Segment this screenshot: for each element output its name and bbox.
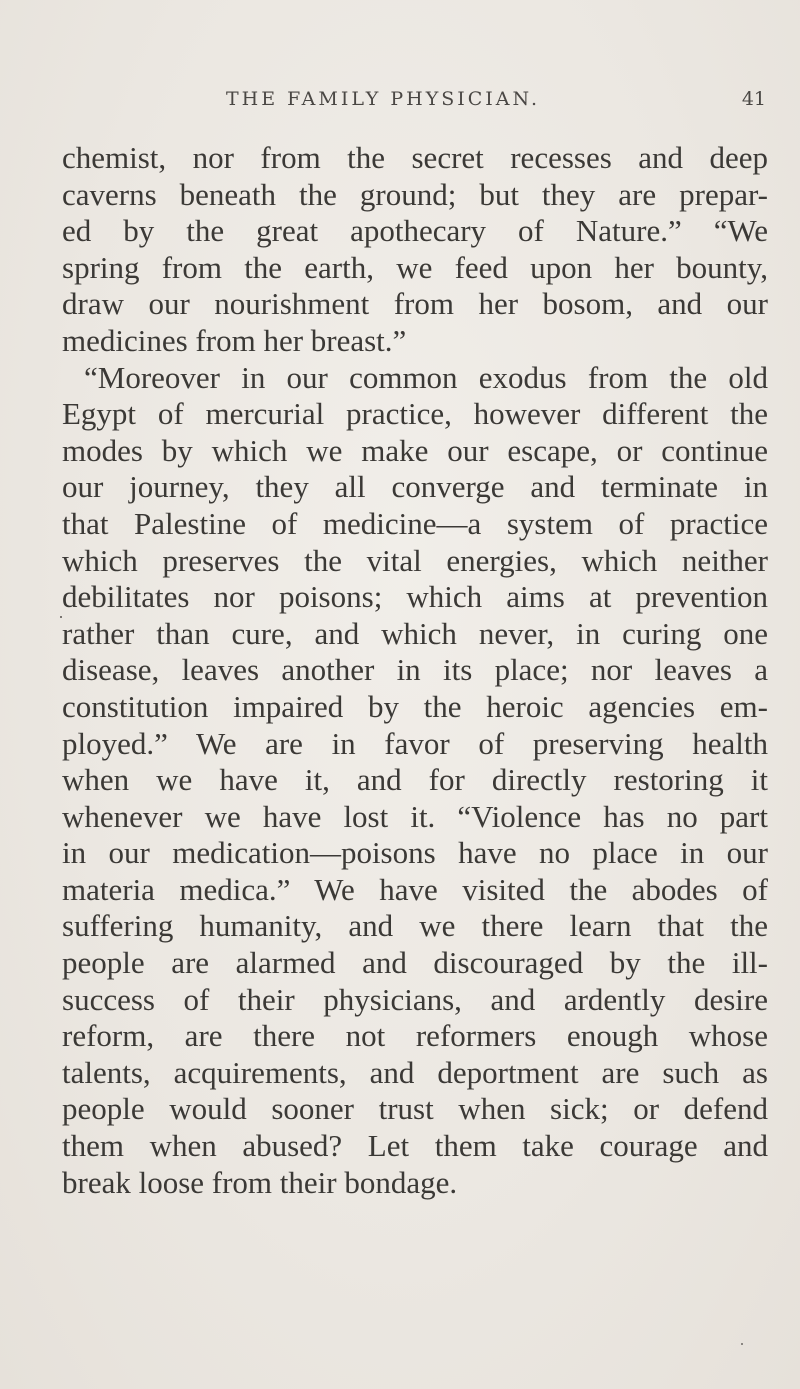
text-line: suffering humanity, and we there learn that the xyxy=(62,908,768,944)
text-line: when we have it, and for directly restoring it xyxy=(62,762,768,798)
text-line: talents, acquirements, and deportment are such as xyxy=(62,1054,768,1090)
text-line: whenever we have lost it. “Violence has no part xyxy=(62,798,768,834)
text-line: debilitates nor poisons; which aims at prevention xyxy=(62,579,768,615)
text-line: constitution impaired by the heroic agencies em- xyxy=(62,688,768,724)
text-line: ed by the great apothecary of Nature.” “We xyxy=(62,213,768,249)
text-line: ployed.” We are in favor of preserving health xyxy=(62,725,768,761)
text-line: medicines from her breast.” xyxy=(62,322,407,358)
text-line: materia medica.” We have visited the abodes of xyxy=(62,871,768,907)
page-number: 41 xyxy=(741,88,766,110)
text-line: spring from the earth, we feed upon her bounty, xyxy=(62,249,768,285)
text-line: modes by which we make our escape, or continue xyxy=(62,432,768,468)
text-line: “Moreover in our common exodus from the old xyxy=(84,359,768,395)
text-line: draw our nourishment from her bosom, and our xyxy=(62,286,768,322)
text-line: success of their physicians, and ardently desire xyxy=(62,981,768,1017)
body-text xyxy=(62,140,768,1201)
text-line: rather than cure, and which never, in curing one xyxy=(62,615,768,651)
running-title: THE FAMILY PHYSICIAN. xyxy=(226,88,540,110)
text-line: them when abused? Let them take courage and xyxy=(62,1128,768,1164)
text-line: people would sooner trust when sick; or defend xyxy=(62,1091,768,1127)
text-line: which preserves the vital energies, which neither xyxy=(62,542,768,578)
text-line: reform, are there not reformers enough whose xyxy=(62,1018,768,1054)
running-head xyxy=(226,88,766,118)
text-line: that Palestine of medicine—a system of practice xyxy=(62,505,768,541)
margin-speck xyxy=(60,616,62,618)
text-line: disease, leaves another in its place; nor leaves a xyxy=(62,652,768,688)
text-line: chemist, nor from the secret recesses and deep xyxy=(62,140,768,175)
text-line: break loose from their bondage. xyxy=(62,1164,458,1200)
text-line: people are alarmed and discouraged by the ill- xyxy=(62,945,768,981)
margin-speck xyxy=(741,1343,743,1345)
text-line: in our medication—poisons have no place in our xyxy=(62,835,768,871)
text-line: Egypt of mercurial practice, however different the xyxy=(62,396,768,432)
text-line: our journey, they all converge and terminate in xyxy=(62,469,768,505)
text-line: caverns beneath the ground; but they are prepar- xyxy=(62,176,768,212)
